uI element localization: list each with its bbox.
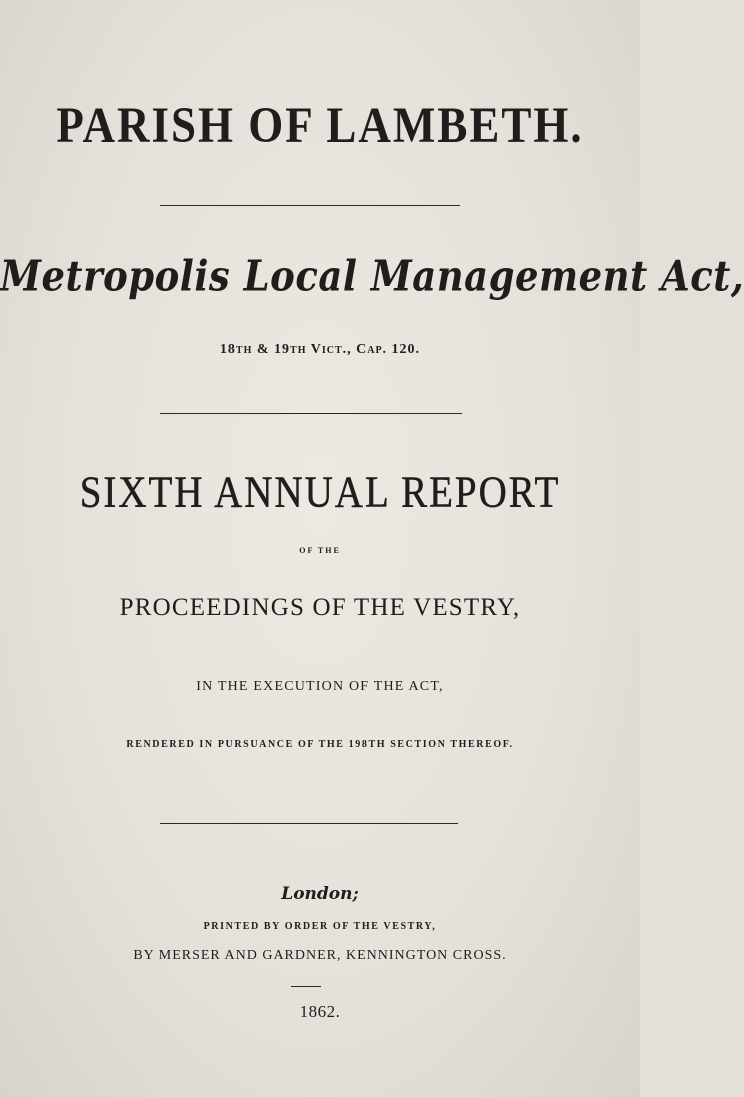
report-title: SIXTH ANNUAL REPORT [79,467,561,517]
execution-line: IN THE EXECUTION OF THE ACT, [196,679,444,694]
divider-rule-2 [160,413,462,414]
divider-rule-1 [160,205,460,206]
of-the-label: OF THE [299,546,341,555]
parish-title: PARISH OF LAMBETH. [56,97,584,154]
printer-line: BY MERSER AND GARDNER, KENNINGTON CROSS. [133,948,507,963]
place-of-publication: London; [281,884,359,904]
section-line: RENDERED IN PURSUANCE OF THE 198TH SECTION THEREOF. [126,739,514,750]
act-citation: 18th & 19th Vict., Cap. 120. [219,342,421,357]
publication-year: 1862. [299,1002,341,1021]
proceedings-heading: PROCEEDINGS OF THE VESTRY, [119,594,521,621]
divider-rule-4 [291,986,321,987]
divider-rule-3 [160,823,458,824]
printed-by-line: PRINTED BY ORDER OF THE VESTRY, [203,921,437,932]
act-title: Metropolis Local Management Act, [0,250,744,301]
